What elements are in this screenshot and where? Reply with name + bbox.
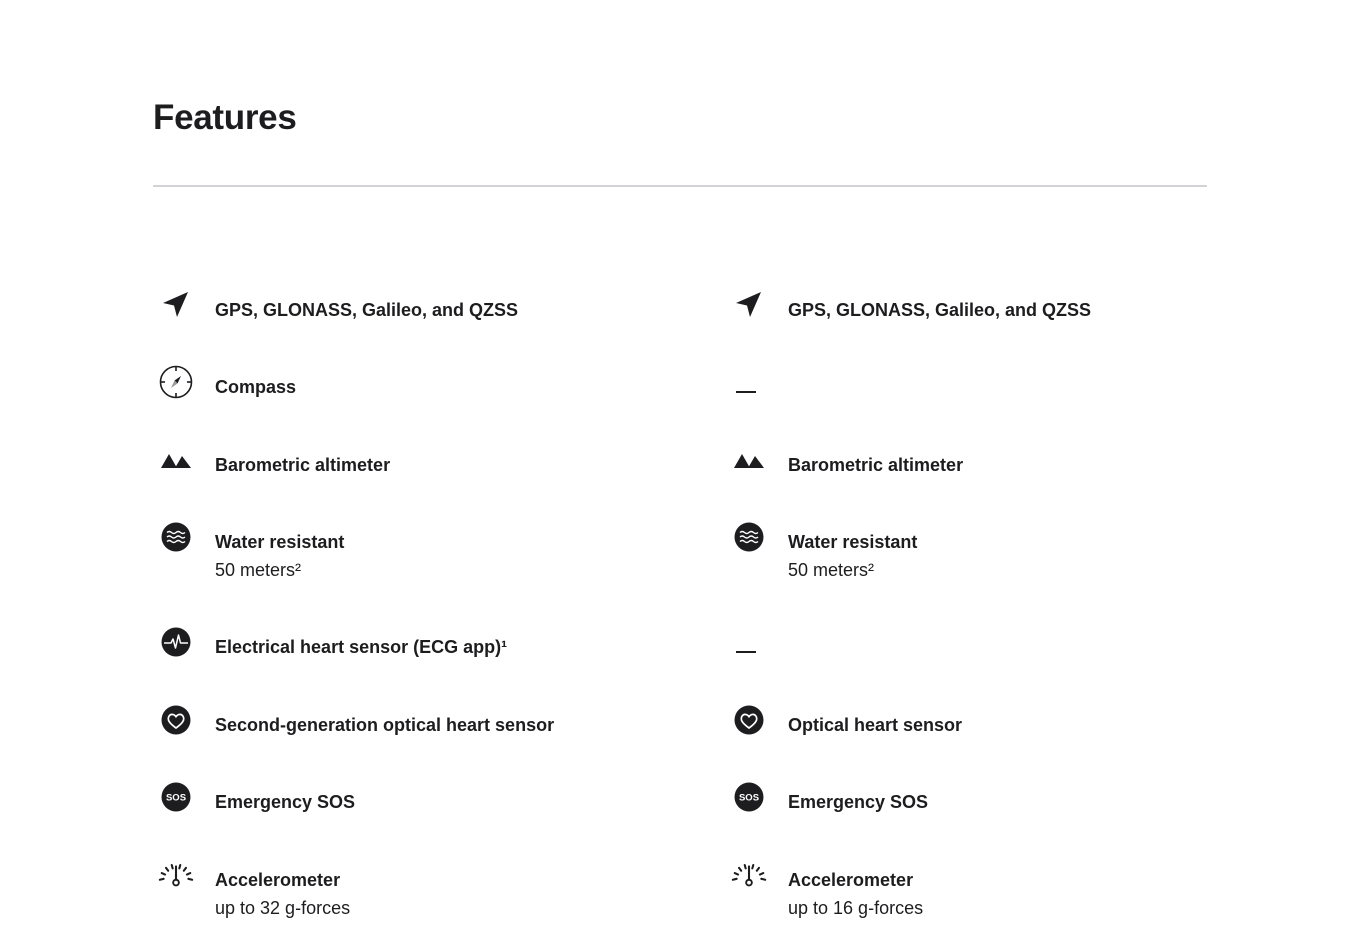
feature-label: Electrical heart sensor (ECG app)¹ (215, 637, 508, 657)
sos-icon (157, 778, 195, 816)
section-title: Features (153, 98, 297, 137)
feature-label: Second-generation optical heart sensor (215, 715, 555, 735)
accelerometer-icon (730, 856, 768, 894)
not-available-dash (736, 391, 756, 393)
feature-detail: 50 meters² (788, 560, 875, 580)
navigation-arrow-icon (157, 286, 195, 324)
right-column (726, 0, 1246, 944)
svg-text:SOS: SOS (738, 792, 760, 804)
feature-detail: 50 meters² (215, 560, 302, 580)
feature-label: Water resistant (788, 532, 918, 552)
heart-icon (157, 701, 195, 739)
feature-label: Water resistant (215, 532, 345, 552)
water-icon (157, 518, 195, 556)
navigation-arrow-icon (730, 286, 768, 324)
feature-label: Emergency SOS (788, 792, 929, 812)
feature-detail: up to 16 g-forces (788, 898, 924, 918)
ecg-icon (157, 623, 195, 661)
compass-icon (157, 363, 195, 401)
feature-label: Accelerometer (215, 870, 341, 890)
left-column (153, 0, 673, 944)
feature-label: Compass (215, 377, 297, 397)
feature-label: GPS, GLONASS, Galileo, and QZSS (215, 300, 519, 320)
not-available-dash (736, 651, 756, 653)
feature-detail: up to 32 g-forces (215, 898, 351, 918)
feature-label: GPS, GLONASS, Galileo, and QZSS (788, 300, 1092, 320)
feature-label: Barometric altimeter (215, 455, 391, 475)
feature-label: Barometric altimeter (788, 455, 964, 475)
heart-icon (730, 701, 768, 739)
feature-label: Accelerometer (788, 870, 914, 890)
water-icon (730, 518, 768, 556)
svg-text:SOS: SOS (165, 792, 187, 804)
mountains-icon (157, 441, 195, 479)
accelerometer-icon (157, 856, 195, 894)
feature-label: Emergency SOS (215, 792, 356, 812)
mountains-icon (730, 441, 768, 479)
sos-icon (730, 778, 768, 816)
feature-label: Optical heart sensor (788, 715, 963, 735)
